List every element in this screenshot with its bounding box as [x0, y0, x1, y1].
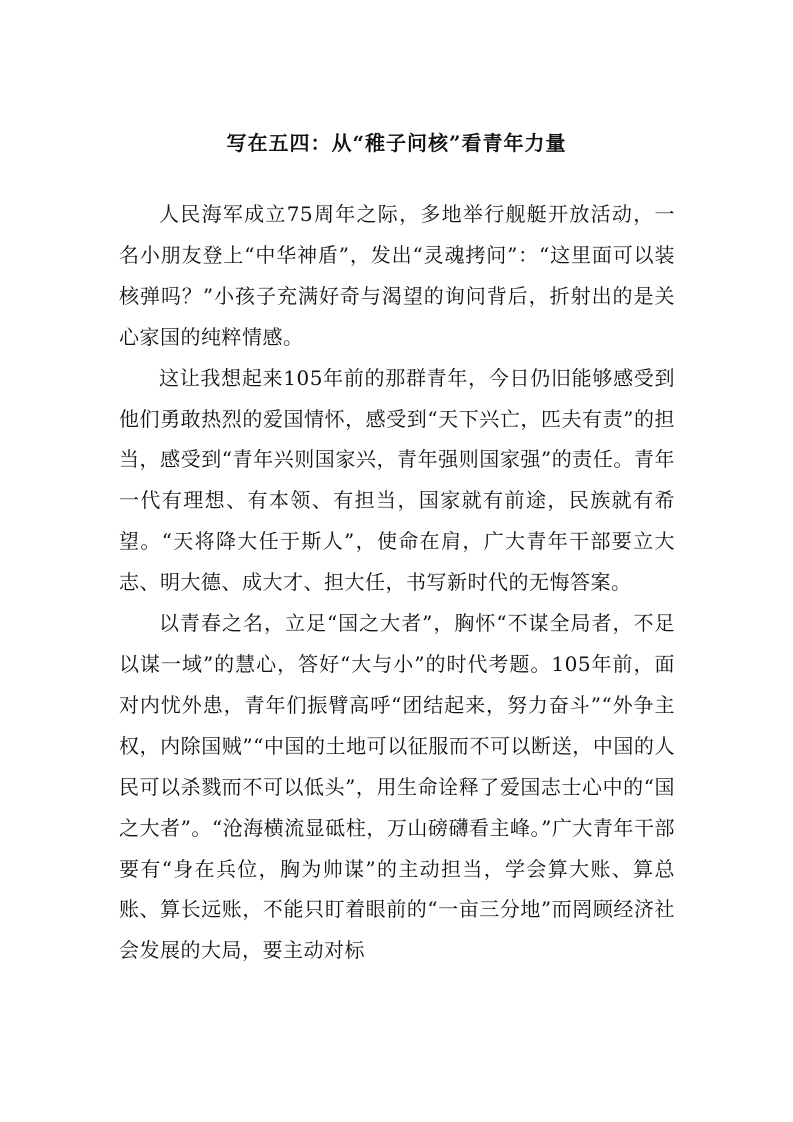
document-body: [119, 194, 675, 971]
paragraph: 以青春之名，立足“国之大者”，胸怀“不谋全局者，不足以谋一域”的慧心，答好“大与小”的时代考题。105年前，面对内忧外患，青年们振臂高呼“团结起来，努力奋斗”“外争主权，内除国贼”“中国的土地可以征服而不可以断送，中国的人民可以杀戮而不可以低头”，用生命诠释了爱国志士心中的“国之大者”。“沧海横流显砥柱，万山磅礴看主峰。”广大青年干部要有“身在兵位，胸为帅谋”的主动担当，学会算大账、算总账、算长远账，不能只盯着眼前的“一亩三分地”而罔顾经济社会发展的大局，要主动对标: [119, 611, 675, 963]
paragraph: 人民海军成立75周年之际，多地举行舰艇开放活动，一名小朋友登上“中华神盾”，发出“灵魂拷问”：“这里面可以装核弹吗？”小孩子充满好奇与渴望的询问背后，折射出的是关心家国的纯粹情感。: [119, 202, 675, 349]
document-title: 写在五四：从“稚子问核”看青年力量: [226, 131, 567, 155]
paragraph: 这让我想起来105年前的那群青年，今日仍旧能够感受到他们勇敢热烈的爱国情怀，感受到“天下兴亡，匹夫有责”的担当，感受到“青年兴则国家兴，青年强则国家强”的责任。青年一代有理想、有本领、有担当，国家就有前途，民族就有希望。“天将降大任于斯人”，使命在肩，广大青年干部要立大志、明大德、成大才、担大任，书写新时代的无悔答案。: [119, 365, 675, 595]
